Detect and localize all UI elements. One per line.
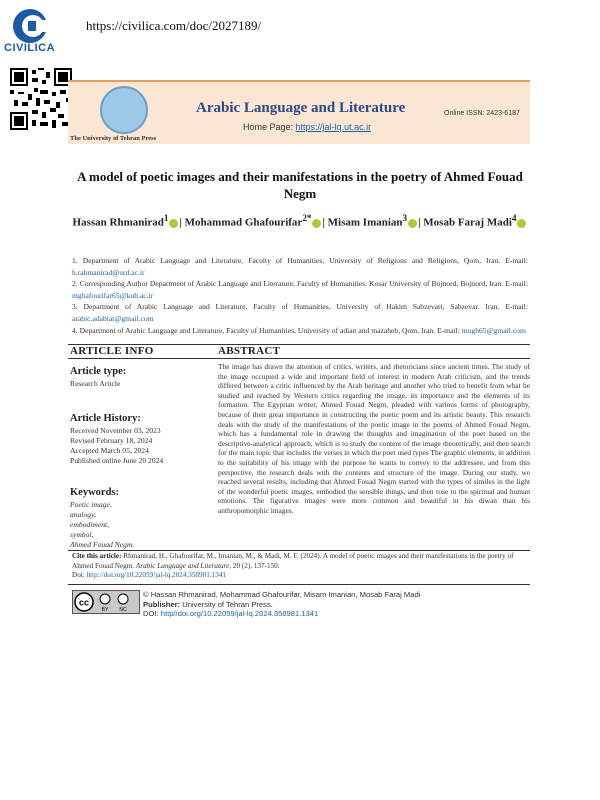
citation-label: Cite this article: — [72, 552, 122, 560]
email-link[interactable]: h.rahmanirad@urd.ac.ir — [72, 267, 145, 277]
author-sup: 1 — [163, 213, 169, 223]
copyright: © Hassan Rhmanirad, Mohammad Ghafourifar, Misam Imanian, Mosab Faraj Madi — [143, 590, 421, 599]
article-info-heading: ARTICLE INFO — [70, 345, 154, 357]
qr-code-icon — [10, 68, 72, 130]
keyword: embodiment, — [70, 520, 110, 529]
history-item: Published online June 20 2024 — [70, 456, 164, 465]
keyword: Poetic image, — [70, 500, 112, 509]
keyword: Ahmed Fouad Negm. — [70, 540, 135, 549]
citation-volume: 20 (2), 137-150. — [232, 561, 280, 570]
license-doi — [143, 609, 528, 619]
citation-doi-label: Doi: — [72, 571, 85, 580]
keywords-list — [70, 500, 134, 550]
publisher-label: Publisher: — [143, 599, 181, 609]
citation-doi-link[interactable]: http://doi.org/10.22059/jal-lq.2024.358981.1341 — [86, 571, 227, 580]
affiliation-text: 4. Department of Arabic Language and Literature, Faculty of Humanities, University of adian and mazaheb, Qom, Iran. E-mail: — [72, 325, 460, 335]
cc-nc-text: NC — [119, 607, 127, 613]
civilica-logo-text[interactable]: CIVILICA — [4, 42, 56, 54]
affiliation-text: 2. Corresponding Author Department of Arabic Language and Literature, Faculty of Humanities. Kosar University of Bojnord, Bojnord, Iran. E-mail: — [72, 279, 528, 289]
orcid-icon[interactable] — [408, 219, 417, 228]
journal-title: Arabic Language and Literature — [196, 100, 406, 116]
affiliation — [72, 255, 528, 278]
orcid-icon[interactable] — [169, 219, 178, 228]
keywords-heading: Keywords: — [70, 487, 119, 498]
history-item: Revised February 18, 2024 — [70, 436, 153, 445]
history-item: Received November 03, 2023 — [70, 426, 161, 435]
affiliations — [72, 255, 528, 336]
affiliation-text: 1. Department of Arabic Language and Literature, Faculty of Humanities, University of Religions and Religions, Qom, Iran. E-mail: — [72, 256, 528, 265]
author-sup: 2* — [302, 213, 312, 223]
email-link[interactable]: mugh65@gmail.com — [461, 325, 526, 335]
author-list: Hassan Rhmanirad$^1$ | Mohammad Ghafourifar$^{2*}$ | Misam Imanian$^3$ | Mosab Faraj Madi$^4$ — [72, 210, 528, 231]
citation-journal: Arabic Language and Literature, — [135, 561, 232, 570]
affiliation — [72, 325, 528, 337]
cc-badge-text: cc — [78, 597, 90, 608]
university-seal-icon — [100, 86, 148, 134]
cc-by-text: BY — [101, 607, 109, 613]
email-link[interactable]: mghafourifar65@kub.ac.ir — [72, 290, 154, 300]
author-name: Hassan Rhmanirad — [72, 216, 164, 229]
author-sup: 3 — [402, 213, 408, 223]
divider — [68, 550, 530, 551]
publisher — [143, 600, 528, 610]
homepage-link[interactable]: https://jal-lq.ut.ac.ir — [295, 122, 372, 132]
article-type-value: Research Article — [70, 379, 121, 388]
citation — [72, 552, 530, 581]
license-info — [143, 590, 528, 619]
divider — [68, 358, 530, 359]
email-link[interactable]: arabic.adabiat@gmail.com — [72, 313, 154, 323]
cc-license-badge-icon[interactable] — [72, 590, 140, 614]
license-doi-label: DOI: — [143, 609, 159, 619]
publisher-name: University of Tehran Press. — [182, 599, 273, 609]
abstract-text: The image has drawn the attention of critics, writers, and rhetoricians since ancient times. The study of the image occupied a wide and important field of interest in modern Arab criticism, and the trends differed between a critic influenced by the Arab heritage and another who tried to benefit from what he studied and reached by Western critics regarding the image, its importance and the elements of its formation. The Egyptian writer, Ahmed Fouad Negm, pleaded with various forms of photography, because of their great importance in constructing the poetic poem and its artistic beauty. This research deals with the study of the manifestations of the poetic image in the poems of Ahmed Fouad Negm, which has a fundamental role in drawing the thoughts and imagination of the poet based on the descriptive-analytical approach, which is to study the content of the image theoretically, and then search for the main topic that includes the verses in which the poet used types The graphic elements, in addition to the suitability of his image with the purpose he wants to convey to the addressee, and from this perspective, the research deals with the contents and structure of the image. During our study, we reached several results, including that Ahmed Fouad Negm started with the types of similes in the light of the wonderful poetic images, embodied the sensible things, and then rose to the spiritual and human emotions. The figurative images were more common and beautiful in his diwan than his anthropomorphic images. — [218, 362, 530, 515]
license-doi-link[interactable]: http//doi.org/10.22059/jal-lq.2024.358981.1341 — [160, 609, 319, 619]
affiliation-text: 3. Department of Arabic Language and Literature, Faculty of Humanities, University of Hakim Sabzevari, Sabzevar. Iran. E-mail: — [72, 302, 528, 312]
article-history — [70, 426, 163, 466]
history-item: Accepted March 05, 2024 — [70, 446, 149, 455]
abstract-heading: ABSTRACT — [218, 345, 281, 357]
author-name: Misam Imanian — [327, 216, 403, 229]
keyword: symbol, — [70, 530, 94, 539]
citation-text: Rhmanirad, H., Ghafourifar, M., Imanian, M., & Madi, M. F. (2024). A model of poetic images and their manifestations in the poetry of Ahmed Fouad Negm. — [72, 552, 514, 570]
online-issn: Online ISSN: 2423-6187 — [444, 110, 520, 117]
university-press-label: The University of Tehran Press — [70, 135, 157, 142]
keyword: analogy, — [70, 510, 96, 519]
author-name: Mosab Faraj Madi — [423, 216, 512, 229]
author-sup: 4 — [511, 213, 517, 223]
orcid-icon[interactable] — [312, 219, 321, 228]
author-name: Mohammad Ghafourifar — [184, 216, 303, 229]
paper-title: A model of poetic images and their manifestations in the poetry of Ahmed Fouad Negm — [77, 169, 523, 201]
article-history-heading: Article History: — [70, 413, 141, 424]
orcid-icon[interactable] — [517, 219, 526, 228]
divider — [68, 584, 530, 585]
affiliation — [72, 278, 528, 301]
homepage-label: Home Page: — [243, 122, 294, 132]
affiliation — [72, 301, 528, 324]
journal-homepage — [243, 122, 371, 132]
article-type-heading: Article type: — [70, 366, 127, 377]
source-url[interactable]: https://civilica.com/doc/2027189/ — [86, 18, 262, 33]
